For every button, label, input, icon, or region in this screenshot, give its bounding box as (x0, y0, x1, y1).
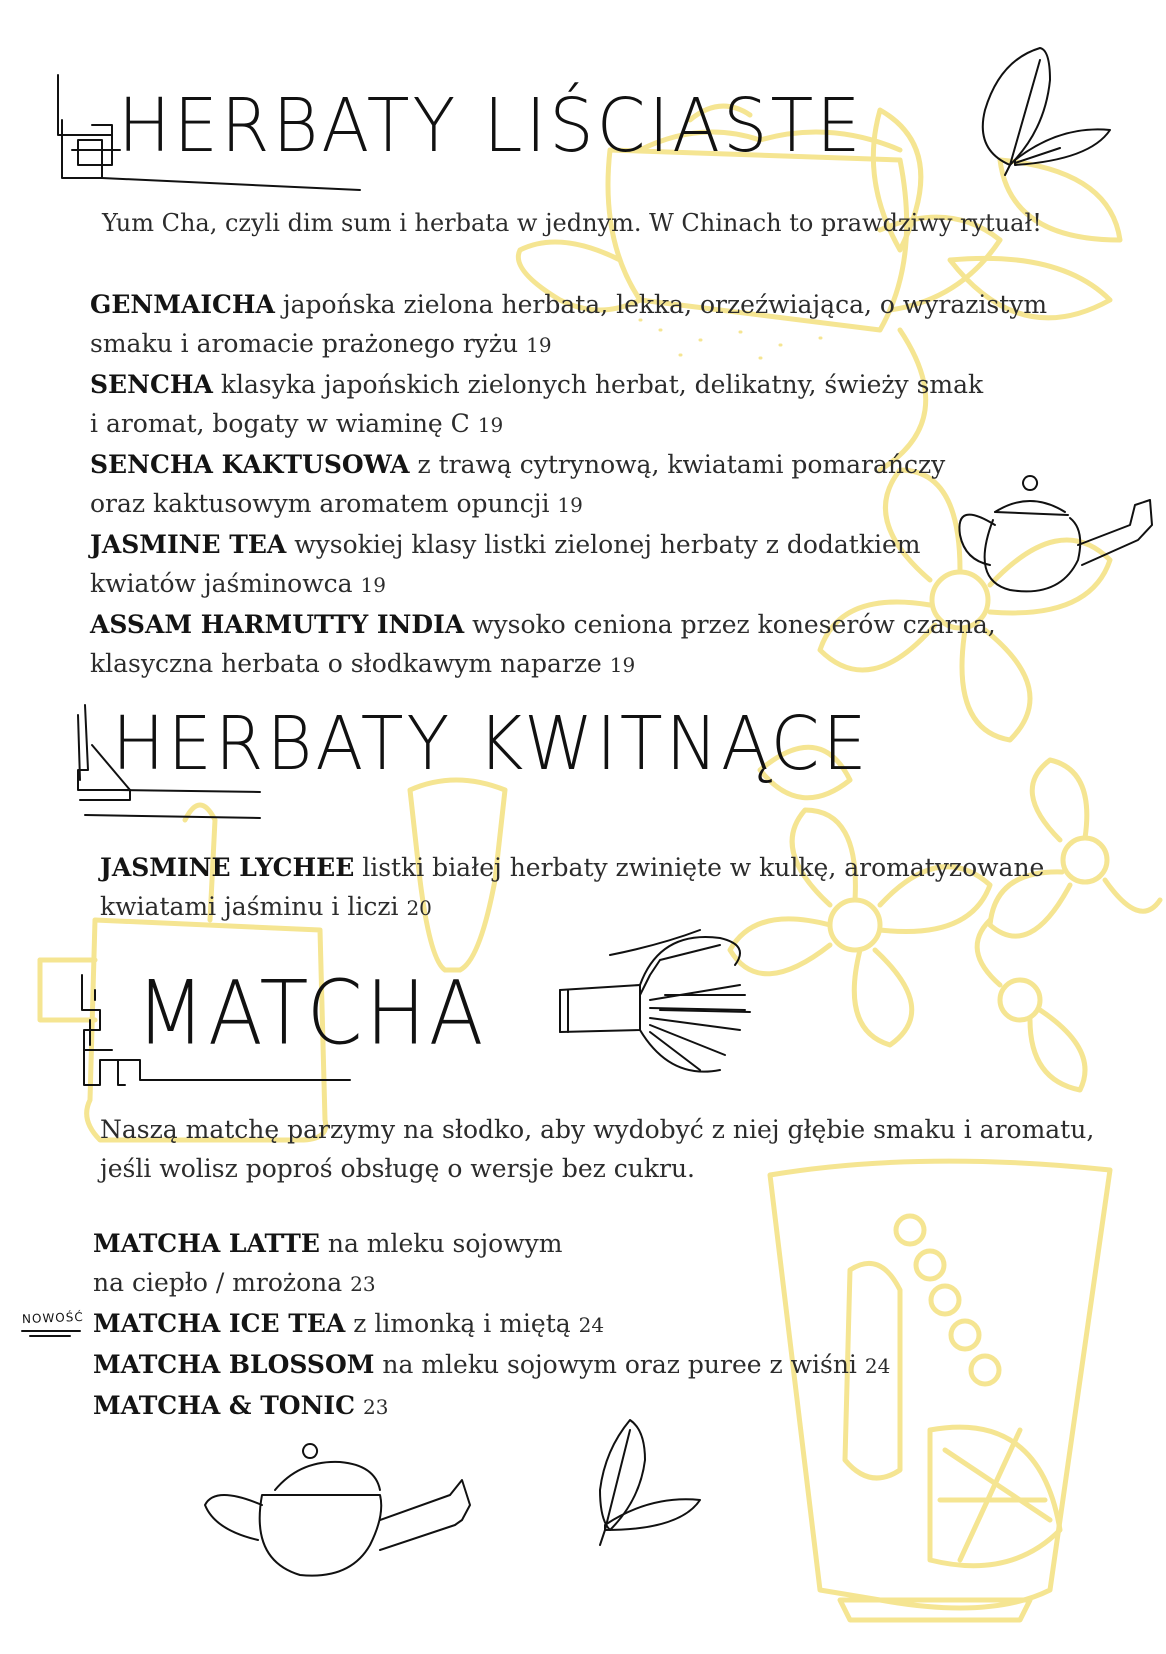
item-description: na mleku sojowym oraz puree z wiśni (374, 1350, 857, 1379)
item-name: JASMINE LYCHEE (100, 853, 355, 882)
item-price: 23 (350, 1272, 376, 1296)
ink-matcha-whisk (560, 930, 750, 1072)
matcha-list (93, 1224, 890, 1427)
menu-item-sencha-kaktusowa (90, 445, 1047, 525)
matcha-intro-line-2: jeśli wolisz poproś obsługę o wersje bez cukru. (100, 1154, 696, 1183)
ink-leaf-bottom (600, 1420, 700, 1545)
item-price: 19 (360, 573, 386, 597)
section-title-blooming-teas: HERBATY KWITNĄCE (112, 700, 870, 787)
item-price: 24 (864, 1354, 891, 1378)
menu-item-jasmine-lychee (100, 848, 1044, 928)
blooming-teas-list (100, 848, 1044, 928)
item-name: GENMAICHA (90, 290, 275, 319)
item-price: 19 (526, 333, 552, 357)
menu-item-matcha-blossom (93, 1345, 890, 1386)
item-price: 20 (406, 896, 432, 920)
new-badge-underline (22, 1331, 80, 1336)
item-description: na mleku sojowym (319, 1229, 563, 1258)
item-description: z limonką i miętą (345, 1309, 571, 1338)
item-description: klasyka japońskich zielonych herbat, delikatny, świeży smak (212, 370, 984, 399)
item-description: wysokiej klasy listki zielonej herbaty z dodatkiem (286, 530, 921, 559)
item-name: MATCHA & TONIC (93, 1391, 356, 1420)
leaf-teas-intro: Yum Cha, czyli dim sum i herbata w jednym. W Chinach to prawdziwy rytuał! (102, 209, 1042, 237)
item-price: 19 (477, 413, 504, 437)
item-description-cont: smaku i aromacie prażonego ryżu (90, 329, 519, 358)
item-name: JASMINE TEA (90, 530, 287, 559)
menu-item-assam-harmutty (90, 605, 1047, 685)
item-description-cont: kwiatami jaśminu i liczi (100, 892, 399, 921)
item-name: MATCHA BLOSSOM (93, 1350, 375, 1379)
item-description: listki białej herbaty zwinięte w kulkę, aromatyzowane (354, 853, 1045, 882)
item-description-cont: na ciepło / mrożona (93, 1268, 343, 1297)
matcha-intro (100, 1110, 1094, 1188)
item-description-cont: oraz kaktusowym aromatem opuncji (90, 489, 550, 518)
section-title-matcha: MATCHA (136, 962, 487, 1065)
item-price: 24 (578, 1313, 605, 1337)
ink-leaf-top-right (983, 48, 1110, 175)
item-description: z trawą cytrynową, kwiatami pomarańczy (409, 450, 946, 479)
item-name: MATCHA LATTE (93, 1229, 320, 1258)
item-name: SENCHA (90, 370, 213, 399)
menu-item-sencha (90, 365, 1047, 445)
matcha-intro-line-1: Naszą matchę parzymy na słodko, aby wydobyć z niej głębie smaku i aromatu, (100, 1115, 1095, 1144)
menu-item-genmaicha (90, 285, 1047, 365)
menu-item-jasmine-tea (90, 525, 1047, 605)
item-name: MATCHA ICE TEA (93, 1309, 346, 1338)
menu-item-matcha-latte (93, 1224, 890, 1304)
item-price: 23 (362, 1395, 389, 1419)
menu-item-matcha-ice-tea (93, 1304, 890, 1345)
menu-item-matcha-tonic (93, 1386, 890, 1427)
section-title-leaf-teas: HERBATY LIŚCIASTE (118, 82, 864, 169)
item-description: wysoko ceniona przez koneserów czarna, (464, 610, 996, 639)
item-description-cont: i aromat, bogaty w wiaminę C (90, 409, 470, 438)
item-description-cont: klasyczna herbata o słodkawym naparze (90, 649, 602, 678)
leaf-teas-list (90, 285, 1047, 685)
item-name: SENCHA KAKTUSOWA (90, 450, 410, 479)
item-price: 19 (557, 493, 583, 517)
item-description: japońska zielona herbata, lekka, orzeźwiająca, o wyrazistym (274, 290, 1048, 319)
ink-teapot-bottom (205, 1444, 470, 1576)
item-name: ASSAM HARMUTTY INDIA (90, 610, 465, 639)
item-price: 19 (609, 653, 636, 677)
new-badge: NOWOŚĆ (21, 1309, 84, 1327)
item-description-cont: kwiatów jaśminowca (90, 569, 353, 598)
